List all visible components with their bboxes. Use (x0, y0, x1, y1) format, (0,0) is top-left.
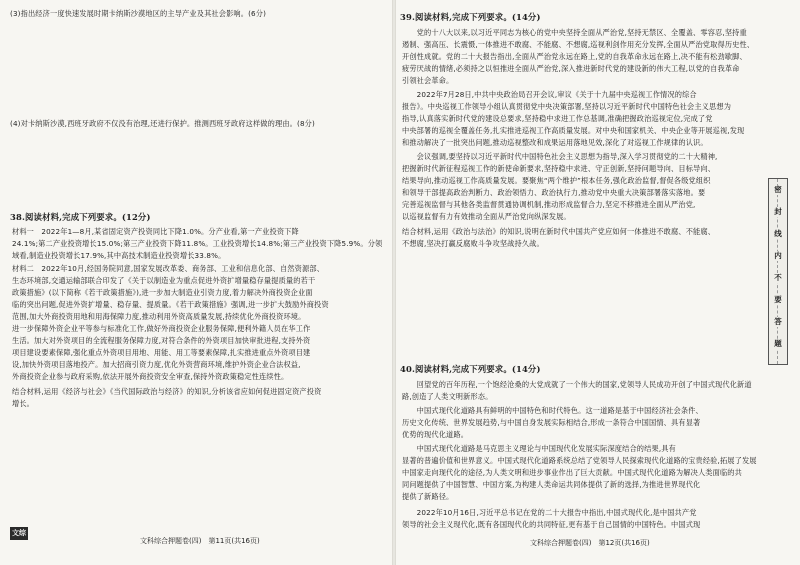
page-footer-right: 文科综合押题卷(四) 第12页(共16页) (530, 539, 650, 547)
q39-task-line: 不想腐,坚决打赢反腐败斗争攻坚战持久战。 (402, 239, 544, 248)
seal-char: 不 (770, 273, 786, 283)
q39-line: 以巡视监督有力有效推动全面从严治党向纵深发展。 (402, 212, 571, 221)
q40-line: 中国家走向现代化的途径,为人类文明和进步事业作出了巨大贡献。中国式现代化道路为解决人类面临的共 (402, 468, 742, 477)
q39-line: 开创性成就。党的二十大报告指出,全面从严治党永远在路上,党的自我革命永远在路上,决不能有松劲歇脚、 (402, 52, 747, 61)
q39-line: 会议强调,要坚持以习近平新时代中国特色社会主义思想为指导,深入学习贯彻党的二十大精神, (402, 152, 718, 161)
q38-line: 24.1%;第二产业投资增长15.0%;第三产业投资下降11.8%。工业投资增长14.8%;第三产业投资下降5.9%。分领 (12, 239, 383, 248)
q40-title: 40.阅读材料,完成下列要求。(14分) (400, 364, 541, 374)
q38-task-line: 结合材料,运用《经济与社会》《当代国际政治与经济》的知识,分析该省应如何促进固定资产投资 (12, 387, 322, 396)
seal-char: 题 (770, 339, 786, 349)
q38-title: 38.阅读材料,完成下列要求。(12分) (10, 212, 151, 222)
page-footer-left: 文科综合押题卷(四) 第11页(共16页) (140, 537, 260, 545)
q38-line: 生态环境部,交通运输部联合印发了《关于以制造业为重点促进外资扩增量稳存量提质量的若干 (12, 276, 316, 285)
q38-line: 外商投资企业参与政府采购,依法开展外商投资安全审查,保持外资政策稳定性连续性。 (12, 372, 289, 381)
q38-line: 生活。加大对外资项目的全流程服务保障力度,对符合条件的外资项目加快审批进程,支持外资 (12, 336, 311, 345)
q40-line: 领导的社会主义现代化,既有各国现代化的共同特征,更有基于自己国情的中国特色。中国式现 (402, 520, 701, 529)
q39-line: 遏制、强高压、长震慑,一体推进不敢腐、不能腐、不想腐,巡视利剑作用充分发挥,全面从严治党取得历史性、 (402, 40, 755, 49)
seal-char: 要 (770, 295, 786, 305)
q39-line: 疲劳厌战的情绪,必须持之以恒推进全面从严治党,深入推进新时代党的建设新的伟大工程,以党的自我革命 (402, 64, 740, 73)
q40-line: 同问题提供了中国智慧、中国方案,为构建人类命运共同体提供了新的选择,为推进世界现代化 (402, 480, 701, 489)
q40-line: 路,创造了人类文明新形态。 (402, 392, 493, 401)
q39-line: 结果导向,推动巡视工作高质量发展。要聚焦“两个维护”根本任务,强化政治监督,督促各级党组织 (402, 176, 711, 185)
q39-line: 和推动解决了一批突出问题,推动巡视整改和成果运用落地见效,深化了对巡视工作规律的认识。 (402, 138, 708, 147)
q39-line: 和领导干部提高政治判断力、政治领悟力、政治执行力,推动党中央重大决策部署落实落地。要 (402, 188, 706, 197)
q39-line: 引领社会革命。 (402, 76, 454, 85)
q40-line: 中国式现代化道路具有鲜明的中国特色和时代特色。这一道路是基于中国经济社会条件、 (402, 406, 703, 415)
q39-line: 中央部署的巡视全覆盖任务,扎实推进巡视工作高质量发展。对中央和国家机关、中央企业等开展巡视,发现 (402, 126, 745, 135)
q38-line: 设,加快外资项目落地投产。加大招商引资力度,优化外资营商环境,维护外资企业合法权益, (12, 360, 301, 369)
right-page (396, 0, 800, 565)
seal-char: 线 (770, 229, 786, 239)
q38-line: 项目建设要素保障,强化重点外资项目用地、用能、用工等要素保障,扎实推进重点外资项目建 (12, 348, 311, 357)
q38-line: 范围,加大外商投资用地和用海保障力度,推动利用外资高质量发展,持续优化外商投资环境。 (12, 312, 306, 321)
q40-line: 提供了新路径。 (402, 492, 454, 501)
q40-line: 历史文化传统、世界发展趋势,与中国自身发展实际相结合,形成一条符合中国国情、具有显著 (402, 418, 701, 427)
q38-line: 域看,制造业投资增长17.9%,其中高技术制造业投资增长33.8%。 (12, 251, 226, 260)
left-page (0, 0, 392, 565)
subject-tag: 文综 (10, 527, 28, 540)
seal-char: 封 (770, 207, 786, 217)
q38-task-line: 增长。 (12, 399, 35, 408)
q40-line: 2022年10月16日,习近平总书记在党的二十大报告中指出,中国式现代化,是中国共产党 (402, 508, 697, 517)
seal-char: 内 (770, 251, 786, 261)
seal-char: 答 (770, 317, 786, 327)
q38-line: 材料二 2022年10月,经国务院同意,国家发展改革委、商务部、工业和信息化部、自然资源部、 (12, 264, 325, 273)
q39-line: 把握新时代新征程巡视工作的新使命新要求,坚持稳中求进、守正创新,坚持问题导向、目标导向、 (402, 164, 716, 173)
q40-line: 显著的普遍价值和世界意义。中国式现代化道路系统总结了党领导人民探索现代化道路的宝贵经验,拓展了发展 (402, 456, 757, 465)
q39-task-line: 结合材料,运用《政治与法治》的知识,说明在新时代中国共产党应如何一体推进不敢腐、不能腐、 (402, 227, 716, 236)
q38-line: 进一步保障外资企业平等参与标准化工作,做好外商投资企业服务保障,便利外籍人员在华工作 (12, 324, 311, 333)
q38-line: 临的突出问题,促进外资扩增量、稳存量、提质量。《若干政策措施》强调,进一步扩大鼓励外商投资 (12, 300, 329, 309)
q39-line: 指导,认真落实新时代党的建设总要求,坚持稳中求进工作总基调,准确把握政治巡视定位,完成了党 (402, 114, 713, 123)
q39-line: 报告》。中央巡视工作领导小组认真贯彻党中央决策部署,坚持以习近平新时代中国特色社会主义思想为 (402, 102, 732, 111)
q39-line: 完善巡视监督与其他各类监督贯通协调机制,推动形成监督合力,坚定不移推进全面从严治党, (402, 200, 696, 209)
q37-part3: (3)指出经济一度快速发展时期卡纳斯沙漠地区的主导产业及其社会影响。(6分) (10, 9, 267, 18)
q39-line: 党的十八大以来,以习近平同志为核心的党中央坚持全面从严治党,坚持无禁区、全覆盖、零容忍,坚持重 (402, 28, 747, 37)
q40-line: 中国式现代化道路是马克思主义理论与中国现代化发展实际深度结合的结果,具有 (402, 444, 676, 453)
q38-line: 材料一 2022年1—8月,某省固定资产投资同比下降1.0%。分产业看,第一产业投资下降 (12, 227, 299, 236)
seal-char: 密 (770, 185, 786, 195)
q38-line: 政策措施》(以下简称《若干政策措施》),进一步加大制造业引资力度,着力解决外商投资企业面 (12, 288, 313, 297)
seal-line-strip (768, 178, 788, 365)
q39-title: 39.阅读材料,完成下列要求。(14分) (400, 12, 541, 22)
q40-line: 优势的现代化道路。 (402, 430, 469, 439)
q39-line: 2022年7月28日,中共中央政治局召开会议,审议《关于十九届中央巡视工作情况的综合 (402, 90, 697, 99)
q37-part4: (4)对卡纳斯沙漠,西班牙政府不仅没有治理,还进行保护。推测西班牙政府这样做的理由。(8分) (10, 119, 315, 128)
q40-line: 回望党的百年历程,一个饱经沧桑的大党成就了一个伟大的国家,党领导人民成功开创了中国式现代化新道 (402, 380, 752, 389)
